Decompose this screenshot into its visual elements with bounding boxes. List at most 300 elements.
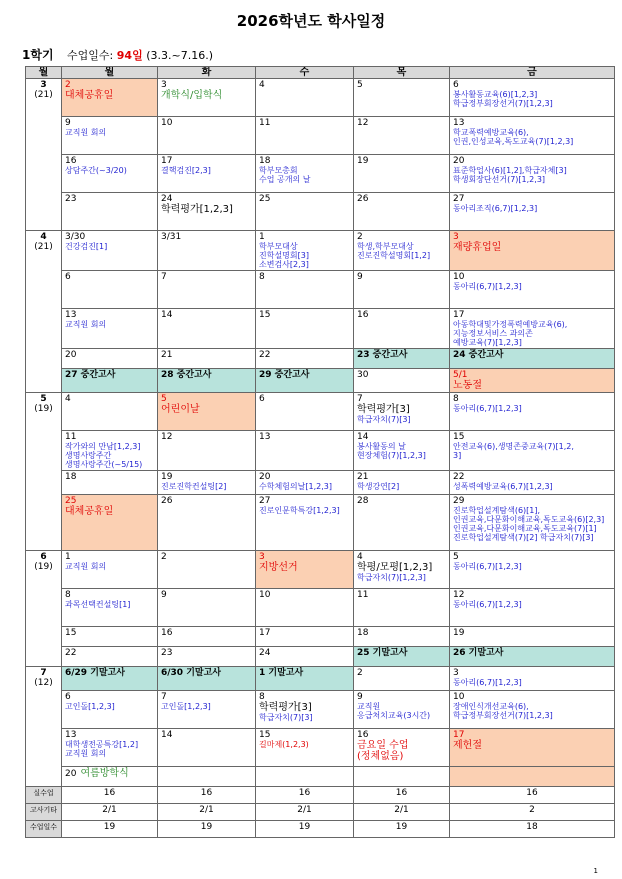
month-day-count: (21) (34, 90, 53, 100)
event-label: 학력평가[1,2,3] (161, 204, 233, 215)
day-number: 6 (65, 272, 71, 282)
event-label: 학생회장단선거(7)[1,2,3] (453, 175, 546, 184)
day-cell (62, 647, 158, 667)
school-days-range: (3.3.~7.16.) (146, 49, 213, 62)
day-cell (450, 551, 615, 589)
day-number: 16 (161, 628, 173, 638)
page-title: 2026학년도 학사일정 (236, 12, 386, 30)
day-cell (256, 231, 354, 271)
day-cell (354, 79, 450, 117)
day-number: 19 (357, 156, 369, 166)
day-cell (62, 627, 158, 647)
day-number: 13 (453, 118, 465, 128)
day-number: 6 (259, 394, 265, 404)
day-cell (158, 393, 256, 431)
event-label: 진학설명회[3] (259, 251, 309, 260)
day-number: 26 기말고사 (453, 648, 504, 658)
header-fri: 금 (450, 67, 615, 79)
week-row (26, 271, 615, 309)
event-label: 동아리(6,7)[1,2,3] (453, 600, 522, 609)
day-cell (450, 349, 615, 369)
day-cell (256, 767, 354, 787)
month-day-count: (19) (34, 562, 53, 572)
day-cell (256, 193, 354, 231)
summary-value: 19 (354, 821, 450, 838)
event-label: 고인돌[1,2,3] (65, 702, 115, 711)
day-number: 10 (453, 272, 465, 282)
day-number: 19 (161, 472, 173, 482)
day-number: 2 (357, 232, 363, 242)
day-number: 10 (161, 118, 173, 128)
summary-label: 수업일수 (26, 821, 62, 838)
day-cell (158, 647, 256, 667)
day-number: 15 (65, 628, 77, 638)
day-cell (450, 729, 615, 767)
summary-value: 18 (450, 821, 615, 838)
event-label: 대체공휴일 (65, 506, 114, 517)
day-number: 2 (161, 552, 167, 562)
day-number: 8 (259, 272, 265, 282)
summary-value: 16 (158, 787, 256, 804)
day-number: 11 (65, 432, 77, 442)
week-row (26, 471, 615, 495)
day-cell (450, 271, 615, 309)
day-number: 9 (161, 590, 167, 600)
day-cell (158, 627, 256, 647)
day-cell (354, 471, 450, 495)
week-row (26, 231, 615, 271)
semester-label: 1학기 (22, 48, 54, 62)
day-cell (62, 231, 158, 271)
event-label: 학생,학부모대상 (357, 242, 414, 251)
day-cell (158, 431, 256, 471)
week-row (26, 431, 615, 471)
event-label: 동아리(6,7)[1,2,3] (453, 404, 522, 413)
day-cell (354, 551, 450, 589)
week-row (26, 667, 615, 691)
day-cell (62, 589, 158, 627)
day-number: 27 (259, 496, 271, 506)
day-cell (450, 155, 615, 193)
summary-value: 2 (450, 804, 615, 821)
day-number: 14 (161, 310, 173, 320)
day-number: 10 (259, 590, 271, 600)
event-label: 학력평가[3] (357, 404, 410, 415)
event-label: (정체없음) (357, 751, 404, 762)
event-label: 현장체험(7)[1,2,3] (357, 451, 426, 460)
summary-value: 16 (354, 787, 450, 804)
day-cell (450, 369, 615, 393)
event-label: 학급자치(7)[3] (357, 415, 411, 424)
day-cell (62, 729, 158, 767)
event-label: 학부모총회 (259, 166, 298, 175)
week-row (26, 193, 615, 231)
event-label: 동아리(6,7)[1,2,3] (453, 282, 522, 291)
day-number: 18 (357, 628, 369, 638)
day-number: 28 (357, 496, 369, 506)
day-cell (62, 155, 158, 193)
day-number: 13 (259, 432, 271, 442)
day-number: 25 (65, 496, 77, 506)
week-row (26, 349, 615, 369)
day-number: 5 (357, 80, 363, 90)
day-number: 7 (161, 272, 167, 282)
event-label: 길마제(1,2,3) (259, 740, 309, 749)
event-label: 인권,인성교육,독도교육(7)[1,2,3] (453, 137, 574, 146)
day-cell (158, 231, 256, 271)
day-cell (62, 193, 158, 231)
event-label: 학급정부회장선거(7)[1,2,3] (453, 711, 553, 720)
day-cell (450, 431, 615, 471)
day-number: 22 (65, 648, 77, 658)
day-number: 9 (357, 692, 363, 702)
week-row (26, 551, 615, 589)
day-number: 12 (357, 118, 369, 128)
summary-value: 16 (62, 787, 158, 804)
event-label: 표준학업사(6)[1,2],학급자체[3] (453, 166, 567, 175)
school-days-label: 수업일수: (67, 49, 114, 62)
day-number: 27 중간고사 (65, 370, 116, 380)
day-number: 10 (453, 692, 465, 702)
day-cell (256, 431, 354, 471)
day-number: 17 (453, 730, 465, 740)
day-number: 27 (453, 194, 465, 204)
day-cell (354, 729, 450, 767)
day-number: 23 중간고사 (357, 350, 408, 360)
day-cell (62, 471, 158, 495)
day-number: 16 (357, 310, 369, 320)
day-cell (354, 309, 450, 349)
day-cell (354, 495, 450, 551)
day-cell (354, 627, 450, 647)
day-cell (450, 627, 615, 647)
day-cell (450, 647, 615, 667)
event-label: 대학생전공특강[1,2] (65, 740, 139, 749)
day-cell (256, 627, 354, 647)
day-number: 6 (65, 692, 71, 702)
event-label: 대체공휴일 (65, 90, 114, 101)
day-cell (256, 349, 354, 369)
calendar-table (25, 66, 615, 838)
day-cell (62, 117, 158, 155)
day-number: 25 기말고사 (357, 648, 408, 658)
event-label: 재량휴업일 (453, 242, 502, 253)
day-cell (158, 589, 256, 627)
event-label: 제헌절 (453, 740, 482, 751)
event-label: 생명사랑주간 (65, 451, 112, 460)
event-label: 성폭력예방교육(6,7)[1,2,3] (453, 482, 553, 491)
event-label: 동아리조직(6,7)[1,2,3] (453, 204, 538, 213)
day-cell (62, 309, 158, 349)
day-cell (256, 117, 354, 155)
day-number: 18 (259, 156, 271, 166)
day-cell (256, 551, 354, 589)
day-cell (158, 193, 256, 231)
day-cell (158, 471, 256, 495)
day-number: 12 (453, 590, 465, 600)
day-cell (450, 667, 615, 691)
day-number: 7 (161, 692, 167, 702)
event-label: 소변검사[2,3] (259, 260, 309, 269)
day-cell (450, 691, 615, 729)
day-cell (354, 117, 450, 155)
day-cell (256, 729, 354, 767)
day-number: 17 (259, 628, 271, 638)
day-cell (256, 155, 354, 193)
event-label: 과목선택컨설팅[1] (65, 600, 131, 609)
month-day-count: (19) (34, 404, 53, 414)
day-cell (354, 369, 450, 393)
day-cell (450, 495, 615, 551)
day-number: 9 (357, 272, 363, 282)
event-label: 어린이날 (161, 404, 200, 415)
week-row (26, 627, 615, 647)
day-number: 12 (161, 432, 173, 442)
day-cell (256, 369, 354, 393)
summary-row (26, 804, 615, 821)
day-number: 3 (453, 668, 459, 678)
month-name: 7 (40, 668, 47, 678)
day-cell (62, 551, 158, 589)
day-number: 6/30 기말고사 (161, 668, 221, 678)
summary-value: 2/1 (256, 804, 354, 821)
day-cell (62, 667, 158, 691)
month-day-count: (21) (34, 242, 53, 252)
day-number: 16 (65, 156, 77, 166)
summary-value: 2/1 (158, 804, 256, 821)
day-cell (256, 691, 354, 729)
day-number: 21 (161, 350, 173, 360)
event-label: 건강검진[1] (65, 242, 108, 251)
event-label: 진로진학컨설팅[2] (161, 482, 227, 491)
month-cell (26, 393, 62, 551)
event-label: 생명사랑주간(~5/15) (65, 460, 143, 469)
event-label: 동아리(6,7)[1,2,3] (453, 678, 522, 687)
event-label: 진로학업설계탐색(7)[2] 학급자치(7)[3] (453, 533, 594, 542)
week-row (26, 647, 615, 667)
event-label: 진로인문학특강[1,2,3] (259, 506, 340, 515)
summary-label: 실수업 (26, 787, 62, 804)
event-label: 노동절 (453, 380, 482, 391)
day-number: 28 중간고사 (161, 370, 212, 380)
event-label: 진로학업설계탐색(6)[1], (453, 506, 541, 515)
day-number: 20 (65, 350, 77, 360)
day-number: 15 (259, 310, 271, 320)
event-label: 3] (453, 451, 462, 460)
day-number: 24 (161, 194, 173, 204)
summary-value: 16 (450, 787, 615, 804)
day-number: 26 (357, 194, 369, 204)
day-number: 29 중간고사 (259, 370, 310, 380)
day-cell (158, 767, 256, 787)
day-cell (354, 691, 450, 729)
month-cell (26, 551, 62, 667)
day-cell (354, 667, 450, 691)
week-row (26, 691, 615, 729)
day-cell (354, 155, 450, 193)
day-cell (62, 393, 158, 431)
event-label: 학급자치(7)[1,2,3] (357, 573, 426, 582)
event-label: 개학식/입학식 (161, 90, 223, 101)
day-cell (62, 349, 158, 369)
event-label: 봉사활동교육(6)[1,2,3] (453, 90, 538, 99)
day-cell (256, 79, 354, 117)
week-row (26, 393, 615, 431)
event-label: 상담주간(~3/20) (65, 166, 127, 175)
month-name: 5 (40, 394, 47, 404)
summary-value: 19 (256, 821, 354, 838)
event-label: 수업 공개의 날 (259, 175, 311, 184)
summary-value: 2/1 (354, 804, 450, 821)
day-number: 2 (65, 80, 71, 90)
day-cell (158, 309, 256, 349)
header-month: 월 (26, 67, 62, 79)
event-label: 학생강연[2] (357, 482, 400, 491)
month-name: 3 (40, 80, 47, 90)
event-label: 학교폭력예방교육(6), (453, 128, 529, 137)
event-label: 지방선거 (259, 562, 298, 573)
day-cell (450, 393, 615, 431)
day-cell (158, 495, 256, 551)
day-cell (450, 471, 615, 495)
month-cell (26, 667, 62, 787)
day-cell (256, 589, 354, 627)
week-row (26, 495, 615, 551)
day-number: 9 (65, 118, 71, 128)
day-number: 8 (259, 692, 265, 702)
day-cell (158, 691, 256, 729)
event-label: 수학체험의날[1,2,3] (259, 482, 332, 491)
day-cell (450, 767, 615, 787)
day-cell (158, 117, 256, 155)
day-number: 13 (65, 310, 77, 320)
event-label: 학부모대상 (259, 242, 298, 251)
month-cell (26, 231, 62, 393)
day-cell (62, 79, 158, 117)
header-row (26, 67, 615, 79)
day-cell (354, 193, 450, 231)
day-number: 29 (453, 496, 465, 506)
week-row (26, 729, 615, 767)
month-cell (26, 79, 62, 231)
day-cell (450, 117, 615, 155)
event-label: 안전교육(6),생명존중교육(7)[1,2, (453, 442, 574, 451)
day-number: 20 (259, 472, 271, 482)
month-name: 4 (40, 232, 47, 242)
day-cell (256, 393, 354, 431)
header-tue: 화 (158, 67, 256, 79)
event-label: 응급처치교육(3시간) (357, 711, 431, 720)
event-label: 교직원 회의 (65, 320, 107, 329)
day-number: 14 (357, 432, 369, 442)
event-label: 동아리(6,7)[1,2,3] (453, 562, 522, 571)
day-number: 4 (65, 394, 71, 404)
event-label: 인권교육,다문화이해교육,독도교육(7)[1] (453, 524, 597, 533)
event-label: 작가와의 만남[1,2,3] (65, 442, 141, 451)
day-number: 19 (453, 628, 465, 638)
event-label: 고인돌[1,2,3] (161, 702, 211, 711)
day-number: 6/29 기말고사 (65, 668, 125, 678)
day-number: 26 (161, 496, 173, 506)
summary-value: 2/1 (62, 804, 158, 821)
day-number: 3/31 (161, 232, 182, 242)
day-number: 18 (65, 472, 77, 482)
day-cell (256, 495, 354, 551)
week-row (26, 309, 615, 349)
day-number: 1 (259, 232, 265, 242)
month-name: 6 (40, 552, 47, 562)
day-cell (450, 193, 615, 231)
day-number: 24 (259, 648, 271, 658)
day-cell (256, 471, 354, 495)
day-number: 8 (453, 394, 459, 404)
event-label: 아동학대및가정폭력예방교육(6), (453, 320, 568, 329)
day-cell (158, 551, 256, 589)
day-cell (158, 349, 256, 369)
day-number: 1 (65, 552, 71, 562)
event-label: 예방교육(7)[1,2,3] (453, 338, 522, 347)
day-number: 3 (453, 232, 459, 242)
event-label: 학력평가[3] (259, 702, 312, 713)
event-label: 봉사활동의 날 (357, 442, 406, 451)
day-cell (354, 349, 450, 369)
header-wed: 수 (256, 67, 354, 79)
day-cell (158, 667, 256, 691)
day-cell (62, 271, 158, 309)
day-number: 22 (259, 350, 271, 360)
day-number: 23 (65, 194, 77, 204)
day-cell (158, 369, 256, 393)
day-number: 20 (65, 769, 77, 779)
day-cell (62, 369, 158, 393)
day-cell (158, 79, 256, 117)
week-row (26, 79, 615, 117)
summary-value: 19 (158, 821, 256, 838)
day-cell (158, 729, 256, 767)
event-label: 진로진학설명회[1,2] (357, 251, 431, 260)
day-cell (62, 691, 158, 729)
month-day-count: (12) (34, 678, 53, 688)
week-row (26, 369, 615, 393)
day-cell (158, 271, 256, 309)
school-days-value: 94일 (116, 49, 143, 62)
day-number: 5 (453, 552, 459, 562)
day-number: 22 (453, 472, 465, 482)
day-number: 15 (453, 432, 465, 442)
day-number: 23 (161, 648, 173, 658)
day-cell (256, 667, 354, 691)
day-number: 25 (259, 194, 271, 204)
day-cell (256, 271, 354, 309)
day-number: 14 (161, 730, 173, 740)
day-number: 3 (161, 80, 167, 90)
day-number: 4 (259, 80, 265, 90)
day-number: 17 (453, 310, 465, 320)
day-cell (158, 155, 256, 193)
day-number: 21 (357, 472, 369, 482)
event-label: 결핵검진[2,3] (161, 166, 211, 175)
week-row (26, 589, 615, 627)
day-number: 5/1 (453, 370, 468, 380)
day-cell (62, 767, 158, 787)
event-label: 교직원 회의 (65, 562, 107, 571)
day-number: 13 (65, 730, 77, 740)
event-label: 학급자치(7)[3] (259, 713, 313, 722)
week-row (26, 767, 615, 787)
day-cell (450, 589, 615, 627)
header-thu: 목 (354, 67, 450, 79)
summary-label: 고사기타 (26, 804, 62, 821)
